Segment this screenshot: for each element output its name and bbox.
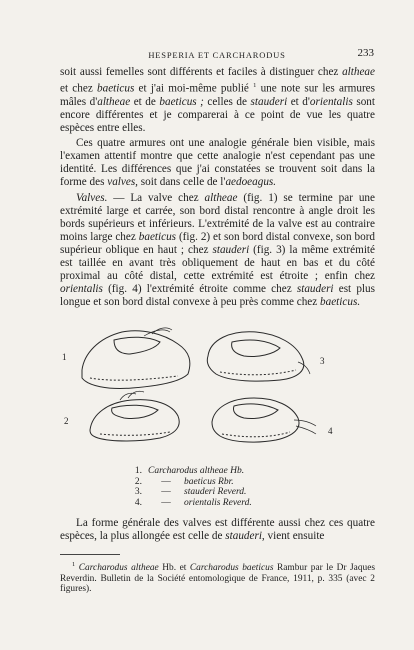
footnote-text [60,560,375,595]
text-run: (fig. 3) la même extrémité est taillée en avant très obliquement de haut en bas et du côté proximal au côté distal, cette extrémité est étroite ; enfin chez [60,243,376,283]
species-name: stauderi, [225,530,265,543]
running-head: HESPERIA ET CARCHARODUS [148,50,286,60]
species-name: altheae [342,66,375,78]
text-run: celles de [203,95,251,108]
paragraph-2 [60,137,375,189]
caption-row [128,477,348,488]
species-name: stauderi [296,283,334,296]
text-run: et de [130,95,160,108]
valve-drawing-2 [90,391,179,441]
text-run: et j'ai moi-même publié [134,82,254,95]
caption-dash: — [161,476,171,487]
footnote-rule [60,554,120,555]
text-run: Ces quatre armures ont une analogie générale bien visible, mais l'examen attentif montre que cette analogie n'est cependant pas une identité. Les différences que j'ai constatées se trouvent soit dans la forme des [60,137,375,189]
footnote-marker: 1 [72,561,76,568]
caption-row [128,498,348,509]
section-heading: Valves. [76,191,108,204]
paragraph-4 [60,517,375,543]
caption-row [128,487,348,498]
text-run: (fig. 1) se termine par une extrémité large et carrée, son bord distal rencontre à angle droit les bords supérieurs et inférieurs. L'extrémité de la valve est au contraire moins large chez [60,191,375,243]
caption-species: baeticus Rbr. [184,476,234,487]
species-name: baeticus. [320,296,361,309]
term: valves, [107,176,138,189]
text-run: — La valve chez [107,191,205,204]
caption-dash: — [161,487,171,498]
species-name: Carcharodus altheae [78,563,159,574]
caption-number: 3. [134,487,142,498]
species-name: altheae [204,191,238,204]
figure-caption [128,466,348,508]
figure-label-4: 4 [328,426,333,436]
species-name: baeticus [138,230,177,243]
text-run: soit aussi femelles sont différents et faciles à distinguer chez [60,66,343,78]
text-run: soit dans celle de l' [137,176,226,189]
caption-number: 2. [134,476,142,487]
species-name: stauderi [212,243,250,256]
text-run: La forme générale des valves est différente aussi chez ces quatre espèces, la plus allongée est celle de [60,517,375,543]
paragraph-1 [60,66,375,135]
caption-species: stauderi Reverd. [184,487,247,498]
term: aedoeagus. [225,176,277,189]
figure-label-2: 2 [64,416,69,426]
body-text [60,66,375,311]
text-run: une note sur les armures mâles d' [60,82,375,108]
species-name: baeticus ; [159,95,204,108]
valve-drawings [60,322,375,466]
text-run: (fig. 4) l'extrémité étroite comme chez [102,283,297,296]
text-run: et chez [60,82,98,95]
valve-figure [60,322,375,466]
caption-number: 1. [134,466,142,476]
page-number: 233 [357,47,374,59]
text-run: sont encore différentes et je comparerai à ce point de vue les quatre espèces entre elles. [60,95,375,135]
figure-label-3: 3 [320,356,325,366]
caption-species: orientalis Reverd. [184,497,252,508]
species-name: Carcharodus baeticus [189,563,274,574]
caption-species: Carcharodus altheae Hb. [148,466,245,476]
footnote-marker: 1 [253,82,257,90]
valve-drawing-1 [82,328,190,389]
page-header [60,46,374,64]
species-name: stauderi [250,95,288,108]
caption-dash: — [161,497,171,508]
text-run: Rambur par le Dr Jaques Reverdin. Bulletin de la Société entomologique de France, 1911, p. 335 (avec 2 figures). [60,563,376,595]
figure-label-1: 1 [62,352,67,362]
text-run: vient ensuite [264,530,325,543]
footnote [60,560,375,595]
text-run: (fig. 2) et son bord distal convexe, son bord supérieur oblique en haut ; chez [60,230,376,256]
species-name: baeticus [97,82,135,95]
caption-number: 4. [134,497,142,508]
body-text-continued [60,517,375,543]
valve-drawing-3 [207,332,310,381]
species-name: orientalis [60,283,103,296]
text-run: et d' [287,95,310,108]
species-name: altheae [97,95,131,108]
caption-row [128,466,348,477]
text-run: Hb. et [158,563,190,574]
valve-drawing-4 [212,398,316,442]
paragraph-3 [60,192,375,310]
text-run: est plus longue et son bord distal convexe à peu près comme chez [60,283,375,309]
species-name: orientalis [309,95,353,108]
